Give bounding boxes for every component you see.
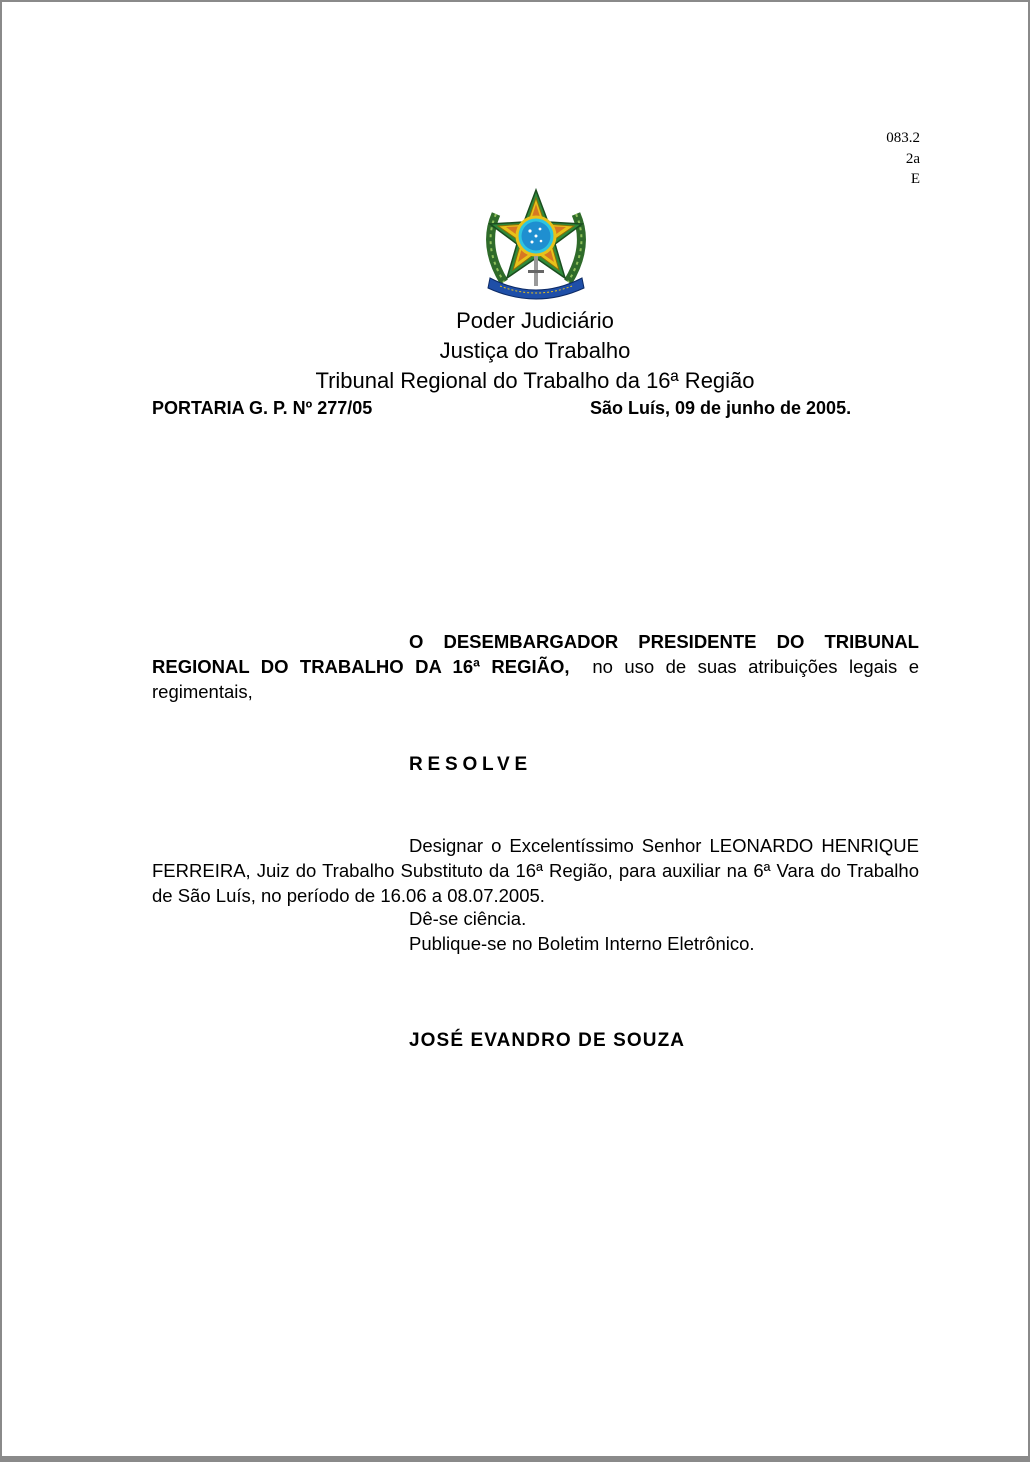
preamble-text: no uso de suas atribuições legais e regimentais,	[152, 656, 925, 702]
header-line-poder-judiciario: Poder Judiciário	[456, 308, 614, 333]
document-code-mark	[842, 128, 920, 190]
preamble-paragraph	[152, 629, 925, 704]
code-mark-line: 2a	[905, 150, 920, 167]
brazil-coat-of-arms-icon	[478, 186, 594, 304]
code-mark-line: E	[910, 171, 920, 187]
designation-paragraph	[152, 833, 919, 908]
signer-name: JOSÉ EVANDRO DE SOUZA	[409, 1030, 686, 1051]
place-date: São Luís, 09 de junho de 2005.	[590, 398, 852, 418]
preamble-authority: O DESEMBARGADOR PRESIDENTE DO TRIBUNAL REGIONAL DO TRABALHO DA 16ª REGIÃO,	[152, 631, 919, 677]
resolve-heading: RESOLVE	[409, 754, 532, 775]
ciencia-line: Dê-se ciência.	[409, 908, 527, 929]
designation-text: Designar o Excelentíssimo Senhor LEONARDO HENRIQUE FERREIRA, Juiz do Trabalho Substituto da 16ª Região, para auxiliar na 6ª Vara do Trabalho de São Luís, no período de 16.06 a 08.07.2005.	[152, 835, 919, 906]
document-header	[192, 306, 878, 396]
publique-line: Publique-se no Boletim Interno Eletrônico.	[409, 933, 755, 954]
header-line-justica-do-trabalho: Justiça do Trabalho	[439, 338, 631, 363]
header-line-tribunal: Tribunal Regional do Trabalho da 16ª Região	[315, 368, 755, 393]
portaria-number: PORTARIA G. P. Nº 277/05	[152, 398, 373, 418]
document-page	[2, 2, 1028, 1456]
code-mark-line: 083.2	[886, 130, 920, 146]
